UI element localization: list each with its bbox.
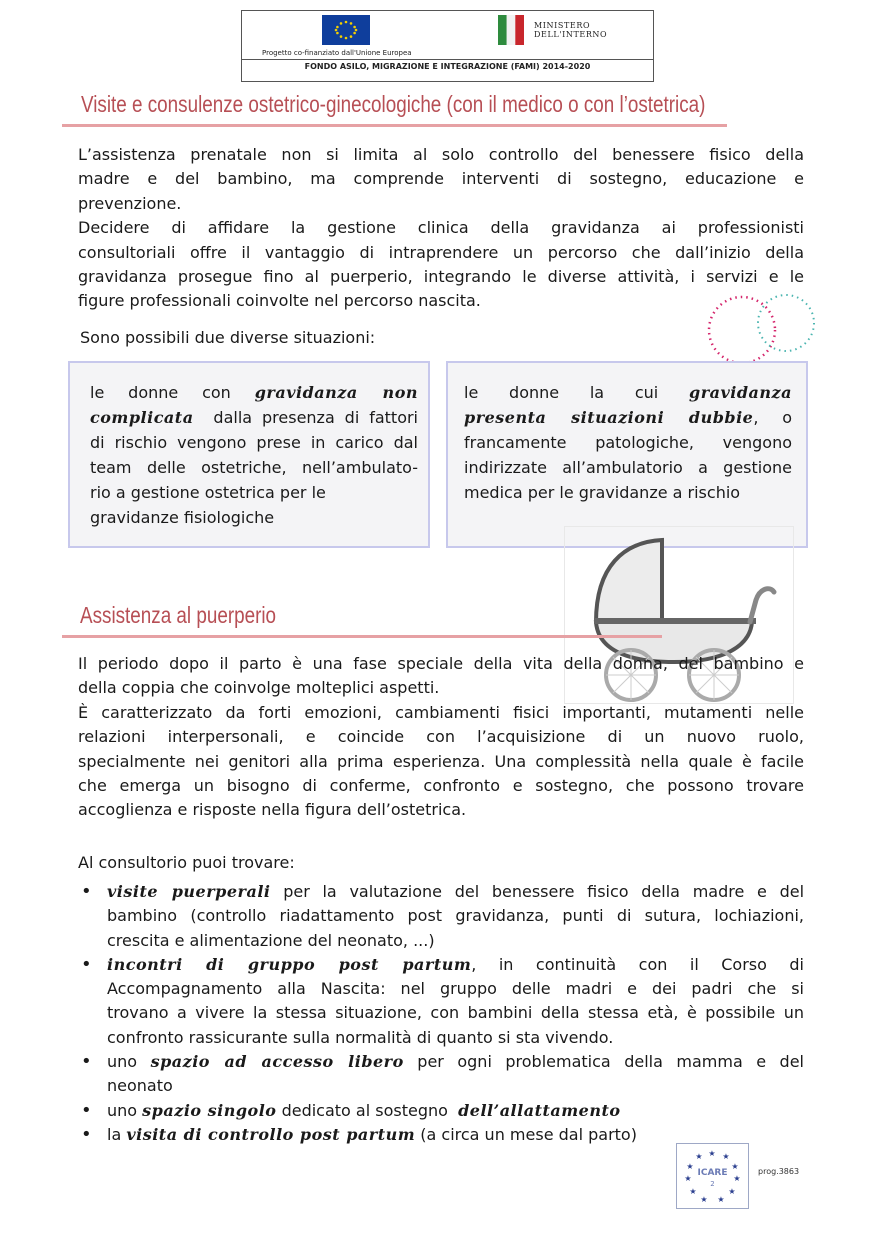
svg-text:★: ★ <box>728 1187 736 1196</box>
section-title-puerperio: Assistenza al puerperio <box>80 602 277 628</box>
header-banner <box>241 10 654 82</box>
section-title-visite: Visite e consulenze ostetrico-ginecologiche (con il medico o con l’ostetrica) <box>81 91 706 117</box>
svg-text:★: ★ <box>684 1174 692 1183</box>
svg-text:★: ★ <box>689 1187 697 1196</box>
svg-text:★: ★ <box>700 1195 708 1204</box>
svg-text:★: ★ <box>717 1195 725 1204</box>
section2-paragraph: Il periodo dopo il parto è una fase speciale della vita della donna, del bambino e della coppia che coinvolge molteplici aspetti. È caratterizzato da forti emozioni, cambiamenti fisici importanti, mutamenti nelle relazioni interpersonali, e coincide con l’acquisizione di un nuovo ruolo, specialmente nei genitori alla prima esperienza. Una complessità nella quale è facile che emerga un bisogno di conferme, confronto e sostegno, che possono trovare accoglienza e risposte nella figura dell’ostetrica. <box>78 654 804 820</box>
svg-text:★: ★ <box>708 1149 716 1158</box>
eu-flag-icon <box>322 15 370 45</box>
box-risk-pregnancy: le donne la cui gravidanza presenta situazioni dubbie, o francamente patologiche, vengono indirizzate all’ambulatorio a gestione medica per le gravidanze a rischio <box>446 361 808 548</box>
cofinancing-note: Progetto co-finanziato dall'Unione Europea <box>262 49 412 57</box>
fund-name: FONDO ASILO, MIGRAZIONE E INTEGRAZIONE (FAMI) 2014-2020 <box>304 62 591 71</box>
list-item: • la visita di controllo post partum (a circa un mese dal parto) <box>78 1123 804 1147</box>
services-list <box>78 880 804 1147</box>
list-item: • uno spazio singolo dedicato al sostegno dell’allattamento <box>78 1099 804 1123</box>
italian-republic-emblem-icon <box>498 15 524 45</box>
section1-paragraph: L’assistenza prenatale non si limita al solo controllo del benessere fisico della madre e del bambino, ma comprende interventi di sostegno, educazione e prevenzione. Decidere di affidare la gestione clinica della gravidanza ai professionisti consultoriali offre il vantaggio di intraprendere un percorso che dall’inizio della gravidanza prosegue fino al puerperio, integrando le diverse attività, i servizi e le figure professionali coinvolte nel percorso nascita. <box>78 145 804 311</box>
icare-logo <box>676 1143 749 1209</box>
svg-text:★: ★ <box>686 1162 694 1171</box>
svg-text:★: ★ <box>695 1152 703 1161</box>
ministry-name: MINISTERO DELL'INTERNO <box>534 21 608 39</box>
title-underline <box>62 635 662 638</box>
svg-text:★: ★ <box>733 1174 741 1183</box>
header-divider <box>242 59 653 60</box>
svg-text:★: ★ <box>731 1162 739 1171</box>
box-normal-pregnancy: le donne con gravidanza non complicata dalla presenza di fattori di rischio vengono prese in carico dal team delle ostetriche, nell’ambulato- rio a gestione ostetrica per le gravidanze fisiologiche <box>68 361 430 548</box>
list-item: • incontri di gruppo post partum, in continuità con il Corso di Accompagnamento alla Nascita: nel gruppo delle madri e dei padri che si trovano a vivere la stessa situazione, con bambini della stessa età, è possibile un confronto rassicurante sulla normalità di quanto si sta vivendo. <box>78 953 804 1050</box>
title-underline <box>62 124 727 127</box>
svg-text:★: ★ <box>722 1152 730 1161</box>
icare-logo-text: ICARE <box>697 1168 728 1178</box>
project-code: prog.3863 <box>758 1167 800 1176</box>
icare-logo-number: 2 <box>710 1180 715 1188</box>
list-item: • visite puerperali per la valutazione del benessere fisico della madre e del bambino (controllo riadattamento post gravidanza, punti di sutura, lochiazioni, crescita e alimentazione del neonato, ...) <box>78 880 804 953</box>
list-intro: Al consultorio puoi trovare: <box>78 853 295 872</box>
situations-intro: Sono possibili due diverse situazioni: <box>80 328 376 347</box>
list-item: • uno spazio ad accesso libero per ogni problematica della mamma e del neonato <box>78 1050 804 1099</box>
